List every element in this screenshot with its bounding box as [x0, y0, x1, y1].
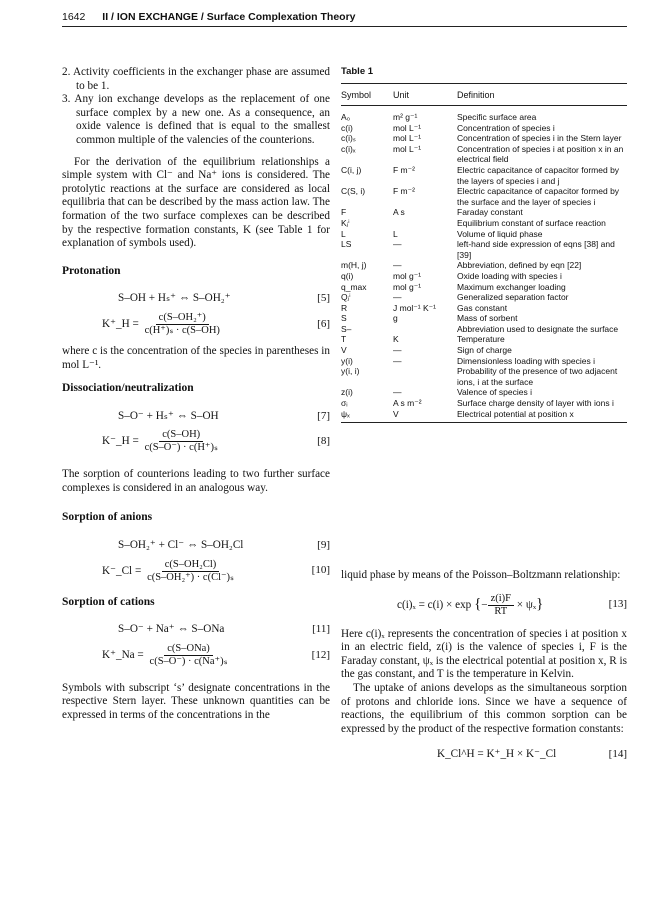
cell-unit: mol L⁻¹ [393, 122, 422, 133]
cell-definition: left-hand side expression of eqns [38] and [39] [457, 239, 615, 260]
cell-symbol: C(S, i) [341, 186, 366, 197]
cell-definition: Electric capacitance of capacitor formed by the surface and the layer of species i [457, 186, 620, 207]
table-1 [341, 66, 627, 423]
cell-definition: Equilibrium constant of surface reaction [457, 217, 606, 228]
cell-unit: L [393, 228, 398, 239]
cell-definition: Mass of sorbent [457, 313, 518, 324]
eq12-number: [12] [311, 648, 330, 661]
cell-unit: mol L⁻¹ [393, 143, 422, 154]
table-row [341, 165, 627, 186]
cell-symbol: V [341, 345, 347, 356]
eq14-expression: K_Cl^H = K⁺_H × K⁻_Cl [437, 748, 557, 761]
table-row [341, 218, 627, 229]
cell-unit: mol g⁻¹ [393, 281, 422, 292]
list-item-2: 2. Activity coefficients in the exchanger phase are assumed to be 1. [62, 66, 330, 92]
symbol-table [341, 83, 627, 423]
cell-definition: Electric capacitance of capacitor formed by the layers of species i and j [457, 164, 620, 186]
paragraph-stern-layer: Symbols with subscript ‘s’ designate concentrations in the respective Stern layer. These unknown quantities can be expressed in terms of the concentrations in the [62, 681, 330, 722]
cell-symbol: y(i) [341, 355, 353, 366]
cell-unit [393, 366, 457, 387]
cell-symbol: A₀ [341, 112, 351, 122]
cell-unit: F m⁻² [393, 164, 415, 175]
paragraph-uptake-anions: The uptake of anions develops as the simultaneous sorption of protons and chloride ions. Since we have a sequence of reactions, the equilibrium of this common sorption can be expressed by the product of the respective formation constants: [341, 681, 627, 735]
left-column [62, 66, 330, 723]
heading-protonation: Protonation [62, 264, 121, 277]
cell-definition: Probability of the presence of two adjacent ions, i at the surface [457, 366, 618, 387]
cell-unit: K [393, 334, 399, 345]
eq10-number: [10] [311, 564, 330, 577]
table-row [341, 229, 627, 240]
paragraph-derivation: For the derivation of the equilibrium relationships a simple system with Cl⁻ and Na⁺ ions is considered. The protolytic reactions at the surface are considered as local equilibria that can be described by the mass action law. The formation of the two surface complexes can be described by the respective formation constants, K (see Table 1 for explanation of symbols used). [62, 155, 330, 250]
table-row [341, 292, 627, 303]
cell-symbol: LS [341, 239, 352, 250]
equation-7 [62, 410, 330, 424]
cell-unit: g [393, 313, 398, 324]
eq13-numerator: z(i)F [488, 593, 514, 606]
heading-sorption-anions: Sorption of anions [62, 511, 153, 524]
equation-5 [62, 292, 330, 306]
eq7-number: [7] [317, 409, 330, 422]
eq6-lhs: K⁺_H = [102, 317, 139, 330]
table-row [341, 409, 627, 423]
cell-definition: Valence of species i [457, 387, 532, 398]
cell-unit: m² g⁻¹ [393, 112, 418, 122]
cell-symbol: S– [341, 323, 352, 334]
table-row [341, 186, 627, 207]
eq10-numerator: c(S–OH₂Cl) [162, 559, 220, 572]
eq7-expression: S–O⁻ + Hₛ⁺ ⇔ S–OH [118, 409, 219, 422]
cell-definition: Gas constant [457, 302, 508, 313]
table-row [341, 207, 627, 218]
table-row [341, 133, 627, 144]
header-symbol: Symbol [341, 84, 393, 106]
cell-definition: Concentration of species i [457, 122, 555, 133]
cell-definition: Sign of charge [457, 345, 512, 356]
cell-unit: — [393, 239, 402, 250]
equation-8 [62, 429, 330, 454]
cell-unit: — [393, 345, 402, 356]
cell-symbol: Kⱼⁱ [341, 217, 350, 228]
eq5-expression: S–OH + Hₛ⁺ ⇔ S–OH₂⁺ [118, 292, 231, 305]
cell-symbol: S [341, 313, 347, 324]
cell-unit: A s m⁻² [393, 398, 422, 409]
cell-unit: — [393, 292, 402, 303]
heading-sorption-cations: Sorption of cations [62, 595, 155, 608]
eq10-lhs: K⁻_Cl = [102, 564, 142, 577]
eq5-number: [5] [317, 292, 330, 305]
cell-definition: Volume of liquid phase [457, 228, 543, 239]
cell-symbol: z(i) [341, 387, 353, 398]
table-row [341, 239, 627, 260]
table-row [341, 282, 627, 293]
cell-unit: V [393, 409, 457, 423]
cell-symbol: c(i)ₓ [341, 143, 356, 154]
equation-11 [62, 623, 330, 637]
eq12-numerator: c(S–ONa) [164, 643, 213, 656]
heading-dissociation: Dissociation/neutralization [62, 382, 194, 395]
table-row [341, 144, 627, 165]
cell-definition: Abbreviation, defined by eqn [22] [457, 260, 582, 271]
table-row [341, 303, 627, 314]
header-unit: Unit [393, 84, 457, 106]
eq8-lhs: K⁻_H = [102, 435, 139, 448]
equation-10 [62, 559, 330, 584]
cell-definition: Oxide loading with species i [457, 270, 562, 281]
eq13-denominator: RT [494, 605, 508, 617]
table-row [341, 106, 627, 123]
cell-definition: Concentration of species i at position x in an electrical field [457, 143, 624, 165]
cell-unit [393, 218, 457, 229]
cell-unit: mol L⁻¹ [393, 133, 422, 144]
eq8-numerator: c(S–OH) [159, 429, 203, 442]
equation-6 [62, 312, 330, 337]
list-item-3: 3. Any ion exchange develops as the replacement of one surface complex by a new one. As a consequence, an oxide valence is defined that is equal to the smallest common multiple of the valencies of the counterions. [62, 93, 330, 146]
page-number: 1642 [62, 11, 86, 23]
cell-unit: — [393, 387, 402, 398]
cell-symbol: ψₓ [341, 409, 393, 423]
cell-definition: Electrical potential at position x [457, 409, 627, 423]
table-row [341, 356, 627, 367]
cell-unit: — [393, 260, 402, 271]
eq14-number: [14] [608, 748, 627, 761]
table-title: Table 1 [341, 66, 374, 77]
paragraph-poisson-boltzmann: liquid phase by means of the Poisson–Boltzmann relationship: [341, 569, 621, 581]
cell-definition: Specific surface area [457, 112, 537, 122]
right-column [341, 569, 627, 762]
cell-unit [393, 324, 457, 335]
eq11-number: [11] [312, 623, 330, 636]
cell-definition: Concentration of species i in the Stern layer [457, 133, 622, 144]
cell-definition: Dimensionless loading with species i [457, 355, 595, 366]
paragraph-counterions: The sorption of counterions leading to two further surface complexes is considered in an analogous way. [62, 468, 330, 494]
eq13-tail: × ψₓ [516, 598, 537, 611]
table-row [341, 313, 627, 324]
cell-symbol: q(i) [341, 270, 354, 281]
cell-symbol: F [341, 207, 347, 218]
eq9-expression: S–OH₂⁺ + Cl⁻ ⇔ S–OH₂Cl [118, 539, 244, 552]
table-row [341, 334, 627, 345]
cell-unit: J mol⁻¹ K⁻¹ [393, 302, 436, 313]
eq10-denominator: c(S–OH₂⁺) · c(Cl⁻)ₛ [147, 571, 234, 583]
cell-symbol: Qⱼⁱ [341, 292, 351, 303]
cell-symbol: L [341, 228, 346, 239]
table-row [341, 324, 627, 335]
table-row [341, 260, 627, 271]
cell-symbol: q_max [341, 281, 367, 292]
cell-unit: A s [393, 207, 405, 218]
cell-symbol: c(i)ₛ [341, 133, 356, 144]
cell-unit: mol g⁻¹ [393, 270, 422, 281]
eq6-number: [6] [317, 317, 330, 330]
table-header-row [341, 84, 627, 106]
eq12-lhs: K⁺_Na = [102, 648, 144, 661]
cell-symbol: R [341, 302, 348, 313]
eq13-number: [13] [608, 598, 627, 611]
cell-definition: Maximum exchanger loading [457, 281, 566, 292]
cell-symbol: C(i, j) [341, 164, 362, 175]
cell-definition: Abbreviation used to designate the surface [457, 323, 619, 334]
cell-unit: — [393, 355, 402, 366]
eq13-lhs: c(i)ₓ = c(i) × exp [397, 598, 472, 611]
table-row [341, 387, 627, 398]
eq6-denominator: c(H⁺)ₛ · c(S–OH) [144, 324, 220, 336]
cell-symbol: σᵢ [341, 398, 348, 409]
eq9-number: [9] [317, 539, 330, 552]
cell-definition: Surface charge density of layer with ions i [457, 398, 614, 409]
eq12-denominator: c(S–O⁻) · c(Na⁺)ₛ [149, 655, 228, 667]
running-title: II / ION EXCHANGE / Surface Complexation Theory [102, 11, 356, 23]
eq8-number: [8] [317, 434, 330, 447]
table-row [341, 271, 627, 282]
paragraph-here: Here c(i)ₓ represents the concentration of species i at position x in an electric field, z(i) is the valence of species i, F is the Faraday constant, ψₓ is the electrical potential at position x, R is the gas constant, and T is the temperature in Kelvin. [341, 627, 627, 681]
eq8-denominator: c(S–O⁻) · c(H⁺)ₛ [144, 442, 218, 454]
cell-symbol: m(H, j) [341, 260, 367, 271]
equation-12 [62, 643, 330, 668]
paragraph-concentration: where c is the concentration of the species in parentheses in mol L⁻¹. [62, 344, 330, 371]
cell-definition: Generalized separation factor [457, 292, 569, 303]
cell-definition: Temperature [457, 334, 505, 345]
cell-symbol: c(i) [341, 122, 353, 133]
table-row [341, 345, 627, 356]
table-row [341, 398, 627, 409]
equation-13: c(i)ₓ = c(i) × exp {− $\frac{z(i)F}{RT}$ × ψₓ} [13] [397, 592, 627, 617]
table-row [341, 123, 627, 134]
cell-symbol: y(i, i) [341, 366, 360, 377]
running-header [62, 11, 627, 27]
equation-14 [341, 748, 627, 762]
eq6-numerator: c(S–OH₂⁺) [156, 312, 209, 325]
cell-unit: F m⁻² [393, 186, 415, 197]
cell-symbol: T [341, 334, 347, 345]
cell-definition: Faraday constant [457, 207, 523, 218]
eq11-expression: S–O⁻ + Na⁺ ⇔ S–ONa [118, 623, 225, 636]
table-row [341, 366, 627, 387]
header-definition: Definition [457, 84, 627, 106]
equation-9 [62, 539, 330, 553]
